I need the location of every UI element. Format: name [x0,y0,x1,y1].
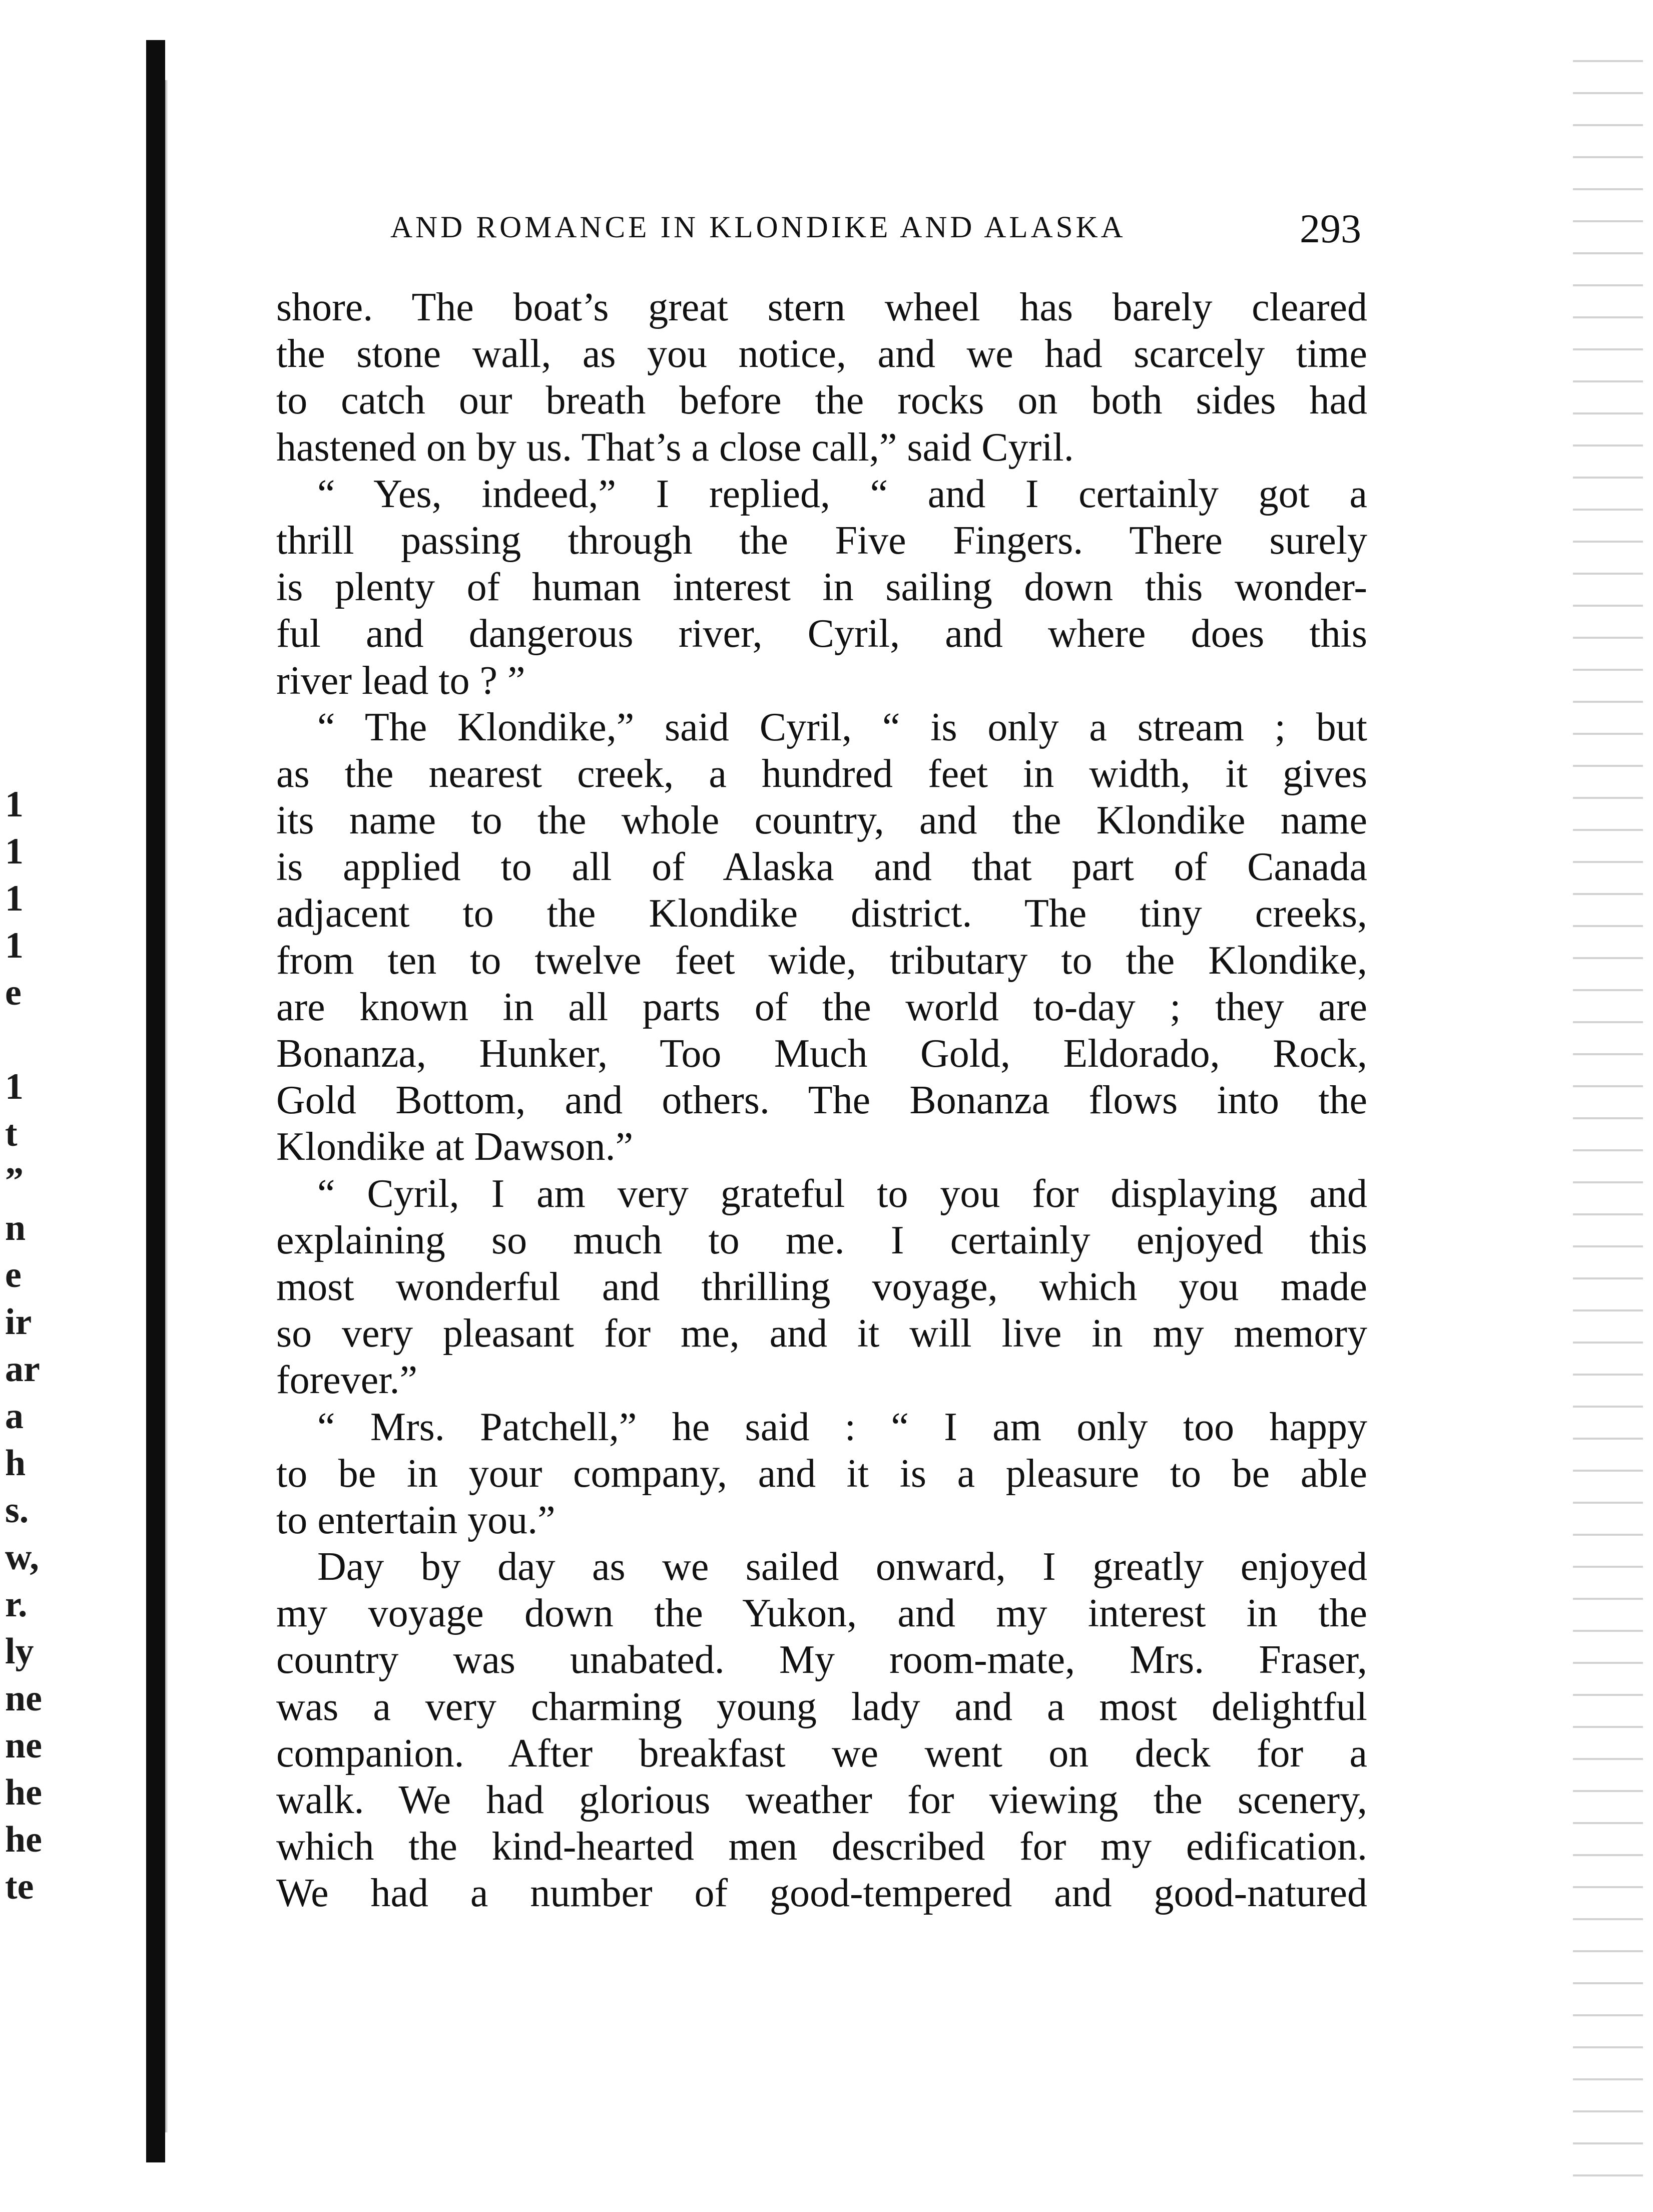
text-line: companion. After breakfast we went on deck for a [276,1731,1367,1776]
fragment-line: ly [5,1631,34,1672]
fragment-line: r. [5,1584,28,1625]
running-title: AND ROMANCE IN KLONDIKE AND ALASKA [390,211,1126,244]
text-line: most wonderful and thrilling voyage, which you made [276,1264,1367,1309]
text-line: to entertain you.” [276,1498,556,1542]
text-line: ful and dangerous river, Cyril, and where does this [276,612,1367,656]
fragment-line: 1 [5,925,24,966]
text-line: forever.” [276,1358,418,1403]
text-line: country was unabated. My room-mate, Mrs. Fraser, [276,1638,1367,1682]
fragment-line: ne [5,1678,42,1719]
text-line: Klondike at Dawson.” [276,1125,634,1169]
fragment-line: he [5,1819,42,1860]
text-line: Bonanza, Hunker, Too Much Gold, Eldorado, Rock, [276,1032,1367,1076]
binding-shadow [165,80,168,2132]
fragment-line [5,1016,80,1063]
fragment-line: 1 [5,878,24,919]
fragment-line: 1 [5,831,24,872]
fragment-line: a [5,1396,24,1437]
fragment-line: ” [5,1160,24,1201]
text-line: shore. The boat’s great stern wheel has barely cleared [276,285,1367,329]
page-number: 293 [1300,206,1361,251]
text-line: from ten to twelve feet wide, tributary to the Klondike, [276,938,1367,983]
fragment-line: ir [5,1301,32,1343]
text-line: Day by day as we sailed onward, I greatly enjoyed [317,1545,1367,1589]
fragment-line: 1 [5,1066,24,1107]
text-line: thrill passing through the Five Fingers. There surely [276,518,1367,563]
text-line: was a very charming young lady and a most delightful [276,1684,1367,1729]
text-line: Gold Bottom, and others. The Bonanza flows into the [276,1078,1367,1123]
text-line: “ Cyril, I am very grateful to you for displaying and [317,1171,1367,1216]
fragment-line: t [5,1113,18,1154]
fragment-line: te [5,1866,34,1907]
text-line: river lead to ? ” [276,658,525,703]
text-line: as the nearest creek, a hundred feet in width, it gives [276,751,1367,796]
fragment-line: ar [5,1349,40,1390]
text-line: to catch our breath before the rocks on both sides had [276,378,1367,423]
fragment-line: 1 [5,784,24,825]
text-line: “ Yes, indeed,” I replied, “ and I certainly got a [317,472,1367,516]
scan-edge-marks [1573,30,1643,2182]
body-text [276,284,1367,1917]
fragment-line: e [5,972,22,1013]
text-line: so very pleasant for me, and it will live in my memory [276,1311,1367,1356]
text-line: is applied to all of Alaska and that part of Canada [276,845,1367,890]
text-line: “ Mrs. Patchell,” he said : “ I am only too happy [317,1405,1367,1449]
text-line: to be in your company, and it is a pleasure to be able [276,1451,1367,1496]
text-line: “ The Klondike,” said Cyril, “ is only a stream ; but [317,705,1367,749]
text-line: We had a number of good-tempered and good-natured [276,1871,1367,1916]
fragment-line: he [5,1772,42,1813]
text-line: adjacent to the Klondike district. The tiny creeks, [276,892,1367,936]
text-line: explaining so much to me. I certainly enjoyed this [276,1218,1367,1262]
page-header [390,205,1361,255]
fragment-line: ne [5,1725,42,1766]
fragment-line: h [5,1443,26,1484]
text-line: its name to the whole country, and the Klondike name [276,798,1367,843]
text-line: walk. We had glorious weather for viewing the scenery, [276,1778,1367,1822]
text-line: hastened on by us. That’s a close call,” said Cyril. [276,425,1074,470]
text-line: are known in all parts of the world to-day ; they are [276,985,1367,1029]
previous-page-fragments [5,781,80,1910]
fragment-line: w, [5,1537,39,1578]
fragment-line: s. [5,1490,29,1531]
text-line: is plenty of human interest in sailing down this wonder- [276,565,1367,610]
fragment-line: n [5,1207,26,1248]
text-line: my voyage down the Yukon, and my interest in the [276,1591,1367,1636]
fragment-line: e [5,1254,22,1295]
book-binding-edge [146,40,165,2162]
text-line: which the kind-hearted men described for my edification. [276,1825,1367,1869]
text-line: the stone wall, as you notice, and we had scarcely time [276,332,1367,376]
